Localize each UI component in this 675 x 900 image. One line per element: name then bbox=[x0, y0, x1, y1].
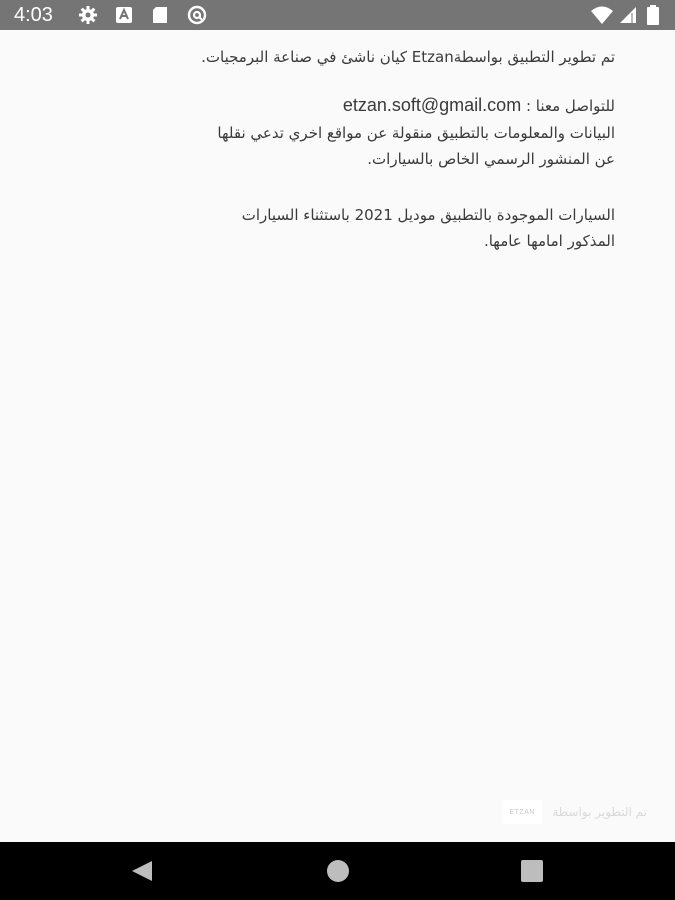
sd-card-icon bbox=[150, 5, 172, 25]
data-disclaimer-line-2: عن المنشور الرسمي الخاص بالسيارات. bbox=[367, 150, 615, 168]
footer-credit-text: تم التطوير بواسطة bbox=[552, 805, 647, 819]
a-notification-icon bbox=[114, 5, 136, 25]
etzan-logo: ETZAN bbox=[502, 800, 542, 824]
gear-icon bbox=[78, 5, 100, 25]
models-note bbox=[60, 202, 615, 254]
recents-icon[interactable] bbox=[518, 859, 546, 883]
footer-credit bbox=[502, 800, 647, 824]
models-note-line-1: السيارات الموجودة بالتطبيق موديل 2021 باستثناء السيارات bbox=[241, 206, 615, 224]
contact-label: للتواصل معنا : bbox=[521, 97, 615, 115]
data-disclaimer bbox=[60, 120, 615, 172]
signal-icon bbox=[618, 5, 640, 25]
data-disclaimer-line-1: البيانات والمعلومات بالتطبيق منقولة عن مواقع اخري تدعي نقلها bbox=[217, 124, 615, 142]
back-icon[interactable] bbox=[128, 859, 156, 883]
contact-line bbox=[60, 92, 615, 119]
home-icon[interactable] bbox=[324, 859, 352, 883]
wifi-icon bbox=[590, 5, 612, 25]
battery-icon bbox=[646, 5, 660, 25]
at-sign-icon bbox=[186, 5, 208, 25]
navigation-bar bbox=[0, 842, 675, 900]
contact-email[interactable]: etzan.soft@gmail.com bbox=[342, 95, 522, 115]
models-note-line-2: المذكور امامها عامها. bbox=[483, 232, 615, 250]
developer-line: تم تطوير التطبيق بواسطةEtzan كيان ناشئ في صناعة البرمجيات. bbox=[201, 48, 615, 66]
status-time: 4:03 bbox=[14, 4, 53, 26]
status-bar bbox=[0, 0, 675, 30]
